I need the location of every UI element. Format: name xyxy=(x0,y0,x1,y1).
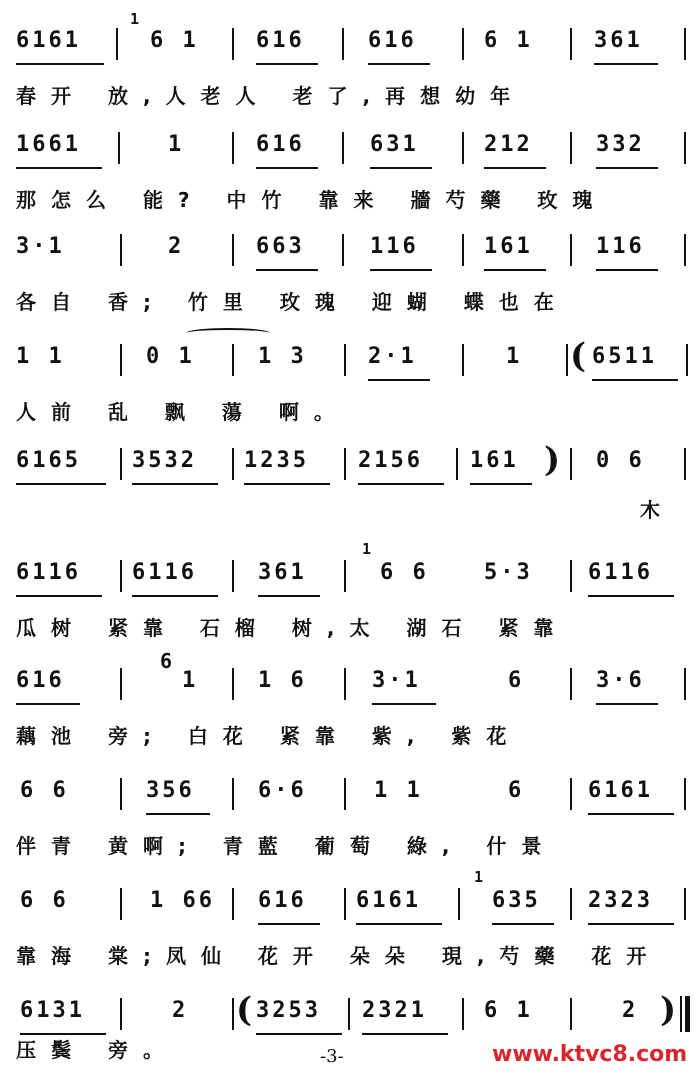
lyrics-line-9: 靠海 棠;凤仙 花开 朵朵 現,芍藥 花开 xyxy=(16,944,662,968)
barline xyxy=(462,234,464,266)
measure-3: 616 xyxy=(256,132,305,157)
measure-1: 616 xyxy=(16,668,65,693)
barline xyxy=(684,888,686,920)
measure-2: 6116 xyxy=(132,560,197,585)
barline xyxy=(232,998,234,1030)
measure-5: 635 xyxy=(492,888,541,913)
barline xyxy=(344,560,346,592)
measure-6: 361 xyxy=(594,28,643,53)
barline xyxy=(118,132,120,164)
measure-2: 1 xyxy=(168,132,185,157)
barline xyxy=(232,888,234,920)
beam xyxy=(588,813,674,815)
barline xyxy=(462,28,464,60)
open-paren: ( xyxy=(570,336,587,376)
grace-note: 1 xyxy=(474,868,484,886)
beam xyxy=(484,269,546,271)
measure-6: 332 xyxy=(596,132,645,157)
measure-3: 3253 xyxy=(256,998,321,1023)
barline xyxy=(686,344,688,376)
measure-5: 6 1 xyxy=(484,28,533,53)
lyrics-line-4: 人前 乱 飘 蕩 啊。 xyxy=(16,400,349,424)
barline xyxy=(120,998,122,1030)
measure-5: 6 xyxy=(508,778,525,803)
measure-2: 1 66 xyxy=(150,888,215,913)
barline xyxy=(232,560,234,592)
measure-1: 1 1 xyxy=(16,344,65,369)
lyrics-line-5: 木 xyxy=(640,498,675,522)
measure-1: 6131 xyxy=(20,998,85,1023)
measure-3: 616 xyxy=(258,888,307,913)
barline xyxy=(116,28,118,60)
measure-3: 361 xyxy=(258,560,307,585)
beam xyxy=(484,167,546,169)
measure-2: 3532 xyxy=(132,448,197,473)
barline xyxy=(684,778,686,810)
barline xyxy=(232,448,234,480)
measure-5: 5·3 xyxy=(484,560,533,585)
measure-3: 1 6 xyxy=(258,668,307,693)
beam xyxy=(16,63,104,65)
beam xyxy=(20,1033,106,1035)
measure-6: 0 6 xyxy=(596,448,645,473)
beam xyxy=(16,483,106,485)
beam xyxy=(492,923,554,925)
beam xyxy=(370,167,432,169)
beam xyxy=(16,167,102,169)
barline xyxy=(120,448,122,480)
measure-6: 2 xyxy=(622,998,639,1023)
measure-4: 6161 xyxy=(356,888,421,913)
measure-2: 2 xyxy=(168,234,185,259)
measure-2: 6 1 xyxy=(150,28,199,53)
measure-1: 1661 xyxy=(16,132,81,157)
measure-5: 6 xyxy=(508,668,525,693)
measure-3: 1235 xyxy=(244,448,309,473)
measure-4: 616 xyxy=(368,28,417,53)
barline xyxy=(684,234,686,266)
open-paren: ( xyxy=(236,990,253,1030)
beam xyxy=(358,483,444,485)
measure-1: 6 6 xyxy=(20,888,69,913)
beam xyxy=(370,269,432,271)
barline xyxy=(120,344,122,376)
barline xyxy=(344,448,346,480)
measure-4: 116 xyxy=(370,234,419,259)
tie xyxy=(186,328,270,338)
lyrics-line-2: 那怎么 能? 中竹 靠来 牆芍藥 玫瑰 xyxy=(16,188,608,212)
beam xyxy=(588,595,674,597)
measure-4: 1 1 xyxy=(374,778,423,803)
barline xyxy=(570,998,572,1030)
measure-5: 161 xyxy=(470,448,519,473)
beam xyxy=(256,167,318,169)
beam xyxy=(256,1033,342,1035)
measure-2: 1 xyxy=(182,668,199,693)
beam xyxy=(16,595,102,597)
grace-note: 1 xyxy=(362,540,372,558)
beam xyxy=(16,703,80,705)
barline xyxy=(684,132,686,164)
measure-5: 161 xyxy=(484,234,533,259)
measure-1: 6 6 xyxy=(20,778,69,803)
beam xyxy=(132,595,218,597)
barline xyxy=(342,28,344,60)
measure-2: 356 xyxy=(146,778,195,803)
beam xyxy=(244,483,330,485)
barline xyxy=(570,668,572,700)
measure-6: 6116 xyxy=(588,560,653,585)
lyrics-line-6: 瓜树 紧靠 石榴 树,太 湖石 紧靠 xyxy=(16,616,569,640)
barline xyxy=(232,234,234,266)
barline xyxy=(456,448,458,480)
measure-6: 3·6 xyxy=(596,668,645,693)
beam xyxy=(356,923,442,925)
beam xyxy=(368,63,430,65)
beam xyxy=(146,813,210,815)
close-paren: ) xyxy=(660,990,677,1030)
barline xyxy=(232,668,234,700)
barline xyxy=(462,344,464,376)
grace-note: 1 xyxy=(130,10,140,28)
page-number: -3- xyxy=(320,1046,344,1067)
measure-1: 3·1 xyxy=(16,234,65,259)
barline xyxy=(344,344,346,376)
close-paren: ) xyxy=(544,440,561,480)
barline xyxy=(570,560,572,592)
beam xyxy=(256,63,318,65)
lyrics-line-7: 藕池 旁; 白花 紧靠 紫, 紫花 xyxy=(16,724,522,748)
barline xyxy=(570,132,572,164)
barline xyxy=(120,560,122,592)
barline xyxy=(458,888,460,920)
measure-3: 6·6 xyxy=(258,778,307,803)
site-watermark: www.ktvc8.com xyxy=(492,1042,688,1067)
beam xyxy=(258,923,320,925)
measure-4: 631 xyxy=(370,132,419,157)
measure-3: 663 xyxy=(256,234,305,259)
measure-3: 1 3 xyxy=(258,344,307,369)
measure-5: 6 1 xyxy=(484,998,533,1023)
beam xyxy=(596,703,658,705)
barline xyxy=(344,778,346,810)
barline xyxy=(344,888,346,920)
lyrics-line-3: 各自 香; 竹里 玫瑰 迎蝴 蝶也在 xyxy=(16,290,569,314)
barline xyxy=(684,668,686,700)
beam xyxy=(596,269,658,271)
barline xyxy=(232,28,234,60)
barline xyxy=(570,888,572,920)
measure-4: 2·1 xyxy=(368,344,417,369)
measure-5: 1 xyxy=(506,344,523,369)
measure-3: 616 xyxy=(256,28,305,53)
measure-4: 3·1 xyxy=(372,668,421,693)
measure-4: 2321 xyxy=(362,998,427,1023)
barline xyxy=(570,28,572,60)
beam xyxy=(592,379,678,381)
barline xyxy=(232,132,234,164)
barline xyxy=(232,778,234,810)
lyrics-line-1: 春开 放,人老人 老了,再想幼年 xyxy=(16,84,526,108)
beam xyxy=(258,595,320,597)
final-barline xyxy=(680,996,690,1032)
barline xyxy=(684,28,686,60)
beam xyxy=(594,63,658,65)
barline xyxy=(684,448,686,480)
measure-6: 2323 xyxy=(588,888,653,913)
barline xyxy=(566,344,568,376)
measure-1: 6161 xyxy=(16,28,81,53)
measure-5: 212 xyxy=(484,132,533,157)
barline xyxy=(570,234,572,266)
grace-note: 6 xyxy=(160,649,173,673)
barline xyxy=(344,668,346,700)
barline xyxy=(348,998,350,1030)
lyrics-line-8: 伴青 黄啊; 青藍 葡萄 綠, 什景 xyxy=(16,834,557,858)
measure-6: 6161 xyxy=(588,778,653,803)
barline xyxy=(120,668,122,700)
measure-4: 2156 xyxy=(358,448,423,473)
lyrics-line-10: 压鬓 旁。 xyxy=(16,1038,178,1062)
measure-2: 0 1 xyxy=(146,344,195,369)
barline xyxy=(342,132,344,164)
measure-1: 6116 xyxy=(16,560,81,585)
measure-2: 2 xyxy=(172,998,189,1023)
barline xyxy=(342,234,344,266)
measure-6: 6511 xyxy=(592,344,657,369)
beam xyxy=(596,167,658,169)
measure-4: 6 6 xyxy=(380,560,429,585)
barline xyxy=(570,778,572,810)
beam xyxy=(588,923,674,925)
barline xyxy=(570,448,572,480)
barline xyxy=(120,888,122,920)
beam xyxy=(470,483,532,485)
beam xyxy=(368,379,430,381)
barline xyxy=(120,234,122,266)
barline xyxy=(462,998,464,1030)
beam xyxy=(132,483,218,485)
beam xyxy=(256,269,318,271)
barline xyxy=(232,344,234,376)
barline xyxy=(120,778,122,810)
beam xyxy=(362,1033,448,1035)
measure-1: 6165 xyxy=(16,448,81,473)
beam xyxy=(372,703,436,705)
measure-6: 116 xyxy=(596,234,645,259)
barline xyxy=(462,132,464,164)
